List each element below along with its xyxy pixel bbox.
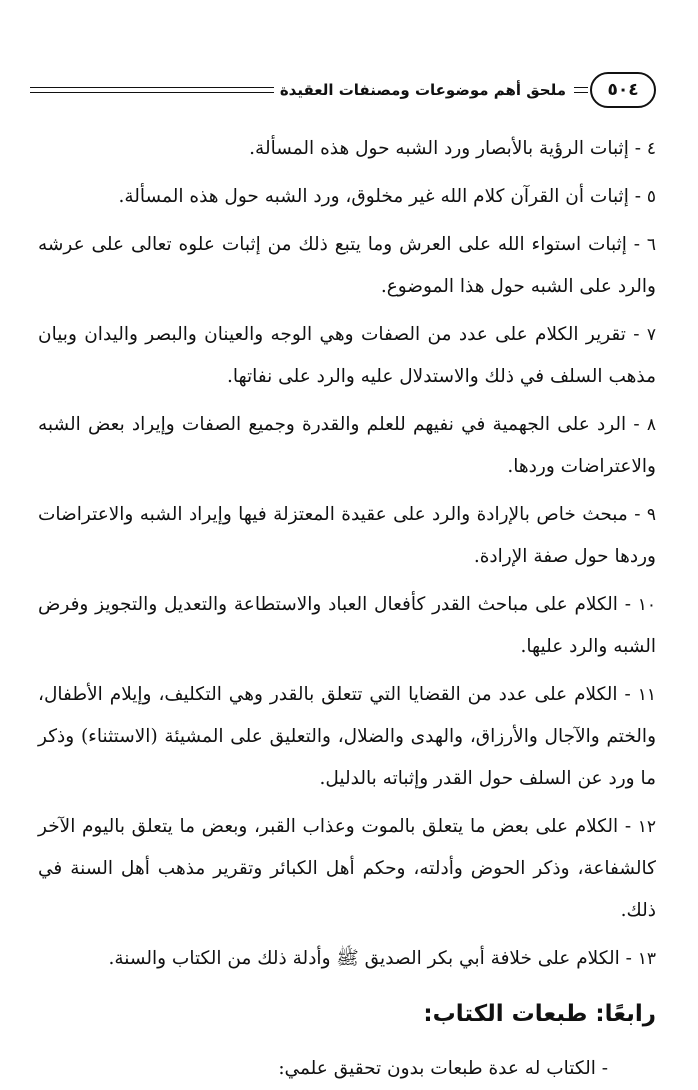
item-number: ١٣ bbox=[637, 949, 656, 969]
list-item-8: ٨ - الرد على الجهمية في نفيهم للعلم والقدرة وجميع الصفات وإيراد بعض الشبه والاعتراضات وردها. bbox=[38, 414, 656, 477]
header-rule-short bbox=[574, 87, 588, 93]
item-text: الكلام على بعض ما يتعلق بالموت وعذاب القبر، وبعض ما يتعلق باليوم الآخر كالشفاعة، وذكر الحوض وأدلته، وحكم أهل الكبائر وتقرير مذهب أهل السنة في ذلك. bbox=[38, 816, 656, 921]
item-text: الرد على الجهمية في نفيهم للعلم والقدرة وجميع الصفات وإيراد بعض الشبه والاعتراضات وردها. bbox=[38, 414, 656, 477]
list-item-13: ١٣ - الكلام على خلافة أبي بكر الصديق ﷺ وأدلة ذلك من الكتاب والسنة. bbox=[108, 948, 656, 969]
page-number: ٥٠٤ bbox=[590, 72, 656, 108]
item-text: الكلام على عدد من القضايا التي تتعلق بالقدر وهي التكليف، وإيلام الأطفال، والختم والآجال والأرزاق، والهدى والضلال، والتعليق على المشيئة (الاستثناء) وذكر ما ورد عن السلف حول القدر وإثباته بالدليل. bbox=[38, 684, 656, 789]
item-text: تقرير الكلام على عدد من الصفات وهي الوجه والعينان والبصر واليدان وبيان مذهب السلف في ذلك والاستدلال عليه والرد على نفاتها. bbox=[38, 324, 656, 387]
item-text: الكلام على خلافة أبي بكر الصديق ﷺ وأدلة ذلك من الكتاب والسنة. bbox=[108, 948, 620, 969]
item-number: ١٠ bbox=[637, 595, 656, 615]
item-text: الكلام على مباحث القدر كأفعال العباد والاستطاعة والتعديل والتجويز وفرض الشبه والرد عليها. bbox=[38, 594, 656, 657]
section-line: - الكتاب له عدة طبعات بدون تحقيق علمي: bbox=[278, 1058, 608, 1079]
page-body bbox=[38, 128, 656, 1090]
list-item-6: ٦ - إثبات استواء الله على العرش وما يتبع ذلك من إثبات علوه تعالى على عرشه والرد على الشبه حول هذا الموضوع. bbox=[38, 234, 656, 297]
list-item-12: ١٢ - الكلام على بعض ما يتعلق بالموت وعذاب القبر، وبعض ما يتعلق باليوم الآخر كالشفاعة، وذكر الحوض وأدلته، وحكم أهل الكبائر وتقرير مذهب أهل السنة في ذلك. bbox=[38, 816, 656, 921]
item-number: ٤ bbox=[646, 139, 656, 159]
list-item-9: ٩ - مبحث خاص بالإرادة والرد على عقيدة المعتزلة فيها وإيراد الشبه والاعتراضات وردها حول صفة الإرادة. bbox=[38, 504, 656, 567]
section-heading: رابعًا: طبعات الكتاب: bbox=[423, 1001, 656, 1027]
list-item-10: ١٠ - الكلام على مباحث القدر كأفعال العباد والاستطاعة والتعديل والتجويز وفرض الشبه والرد عليها. bbox=[38, 594, 656, 657]
item-text: إثبات استواء الله على العرش وما يتبع ذلك من إثبات علوه تعالى على عرشه والرد على الشبه حول هذا الموضوع. bbox=[38, 234, 656, 297]
item-number: ١٢ bbox=[637, 817, 656, 837]
item-number: ٨ bbox=[646, 415, 656, 435]
page-header bbox=[30, 70, 656, 110]
item-number: ٩ bbox=[646, 505, 656, 525]
list-item-5: ٥ - إثبات أن القرآن كلام الله غير مخلوق، ورد الشبه حول هذه المسألة. bbox=[118, 186, 656, 207]
item-number: ٧ bbox=[646, 325, 656, 345]
running-title: ملحق أهم موضوعات ومصنفات العقيدة bbox=[279, 81, 566, 99]
item-text: إثبات الرؤية بالأبصار ورد الشبه حول هذه المسألة. bbox=[249, 138, 629, 159]
header-rule-long bbox=[30, 87, 274, 93]
item-text: مبحث خاص بالإرادة والرد على عقيدة المعتزلة فيها وإيراد الشبه والاعتراضات وردها حول صفة الإرادة. bbox=[38, 504, 656, 567]
item-number: ٥ bbox=[646, 187, 656, 207]
item-number: ١١ bbox=[637, 685, 656, 705]
list-item-7: ٧ - تقرير الكلام على عدد من الصفات وهي الوجه والعينان والبصر واليدان وبيان مذهب السلف في ذلك والاستدلال عليه والرد على نفاتها. bbox=[38, 324, 656, 387]
item-text: إثبات أن القرآن كلام الله غير مخلوق، ورد الشبه حول هذه المسألة. bbox=[118, 186, 629, 207]
list-item-4: ٤ - إثبات الرؤية بالأبصار ورد الشبه حول هذه المسألة. bbox=[249, 138, 656, 159]
list-item-11: ١١ - الكلام على عدد من القضايا التي تتعلق بالقدر وهي التكليف، وإيلام الأطفال، والختم والآجال والأرزاق، والهدى والضلال، والتعليق على المشيئة (الاستثناء) وذكر ما ورد عن السلف حول القدر وإثباته بالدليل. bbox=[38, 684, 656, 789]
item-number: ٦ bbox=[646, 235, 656, 255]
